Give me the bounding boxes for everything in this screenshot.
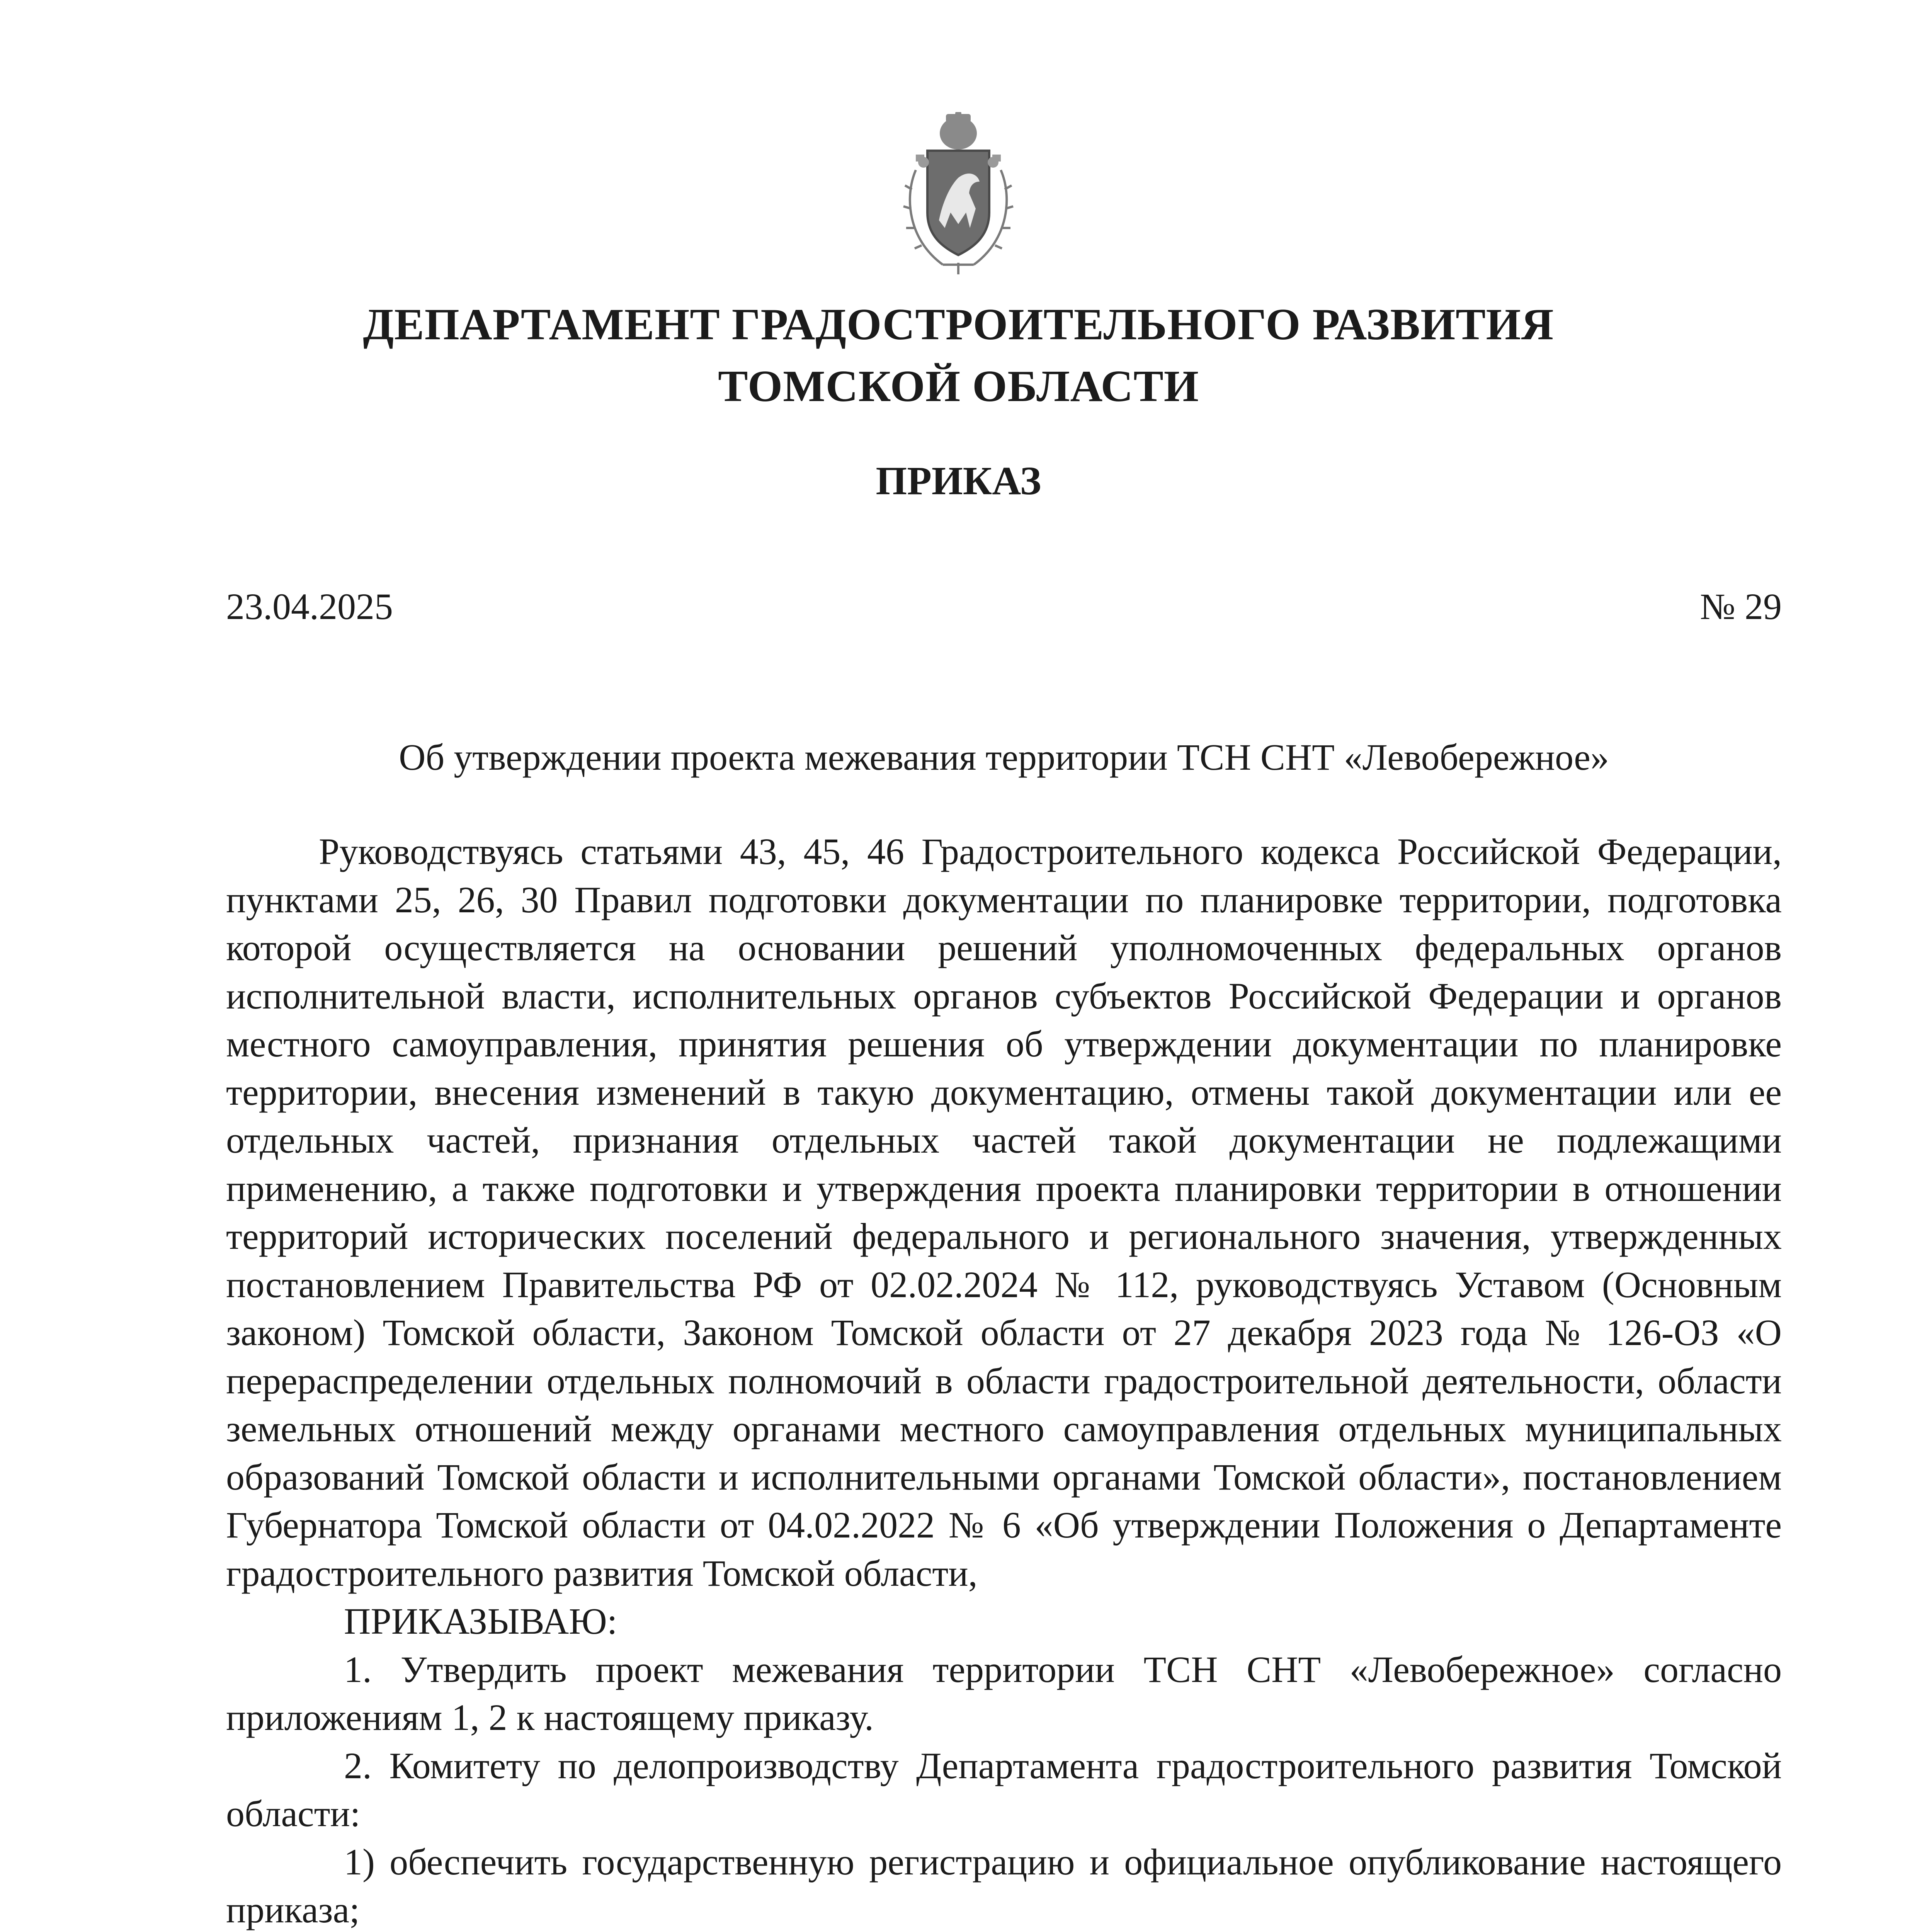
order-item-2: 2. Комитету по делопроизводству Департамента градостроительного развития Томской области: (226, 1745, 1782, 1834)
tomsk-oblast-coat-of-arms-icon (900, 112, 1016, 276)
department-title (0, 294, 1917, 417)
order-item-2-1: 1) обеспечить государственную регистрацию и официальное опубликование настоящего приказа; (226, 1841, 1782, 1930)
order-subject: Об утверждении проекта межевания территории ТСН СНТ «Левобережное» (399, 736, 1609, 778)
department-title-line2: ТОМСКОЙ ОБЛАСТИ (718, 362, 1199, 411)
order-item-1: 1. Утвердить проект межевания территории ТСН СНТ «Левобережное» согласно приложениям 1, 2 к настоящему приказу. (226, 1648, 1782, 1738)
order-date: 23.04.2025 (226, 586, 393, 627)
department-title-line1: ДЕПАРТАМЕНТ ГРАДОСТРОИТЕЛЬНОГО РАЗВИТИЯ (363, 300, 1554, 349)
order-keyword: ПРИКАЗЫВАЮ: (344, 1600, 617, 1642)
order-number: № 29 (1700, 586, 1782, 627)
preamble-paragraph: Руководствуясь статьями 43, 45, 46 Градостроительного кодекса Российской Федерации, пунктами 25, 26, 30 Правил подготовки документации по планировке территории, подготовка которой осуществляется на основании решений уполномоченных федеральных органов исполнительной власти, исполнительных органов субъектов Российской Федерации и органов местного самоуправления, принятия решения об утверждении документации по планировке территории, внесения изменений в такую документацию, отмены такой документации или ее отдельных частей, признания отдельных частей такой документации не подлежащими применению, а также подготовки и утверждения проекта планировки территории в отношении территорий исторических поселений федерального и регионального значения, утвержденных постановлением Правительства РФ от 02.02.2024 № 112, руководствуясь Уставом (Основным законом) Томской области, Законом Томской области от 27 декабря 2023 года № 126-ОЗ «О перераспределении отдельных полномочий в области градостроительной деятельности, области земельных отношений между органами местного самоуправления отдельных муниципальных образований Томской области и исполнительными органами Томской области», постановлением Губернатора Томской области от 04.02.2022 № 6 «Об утверждении Положения о Департаменте градостроительного развития Томской области, (226, 831, 1782, 1594)
document-type-heading: ПРИКАЗ (876, 459, 1041, 503)
order-body (226, 828, 1782, 1932)
